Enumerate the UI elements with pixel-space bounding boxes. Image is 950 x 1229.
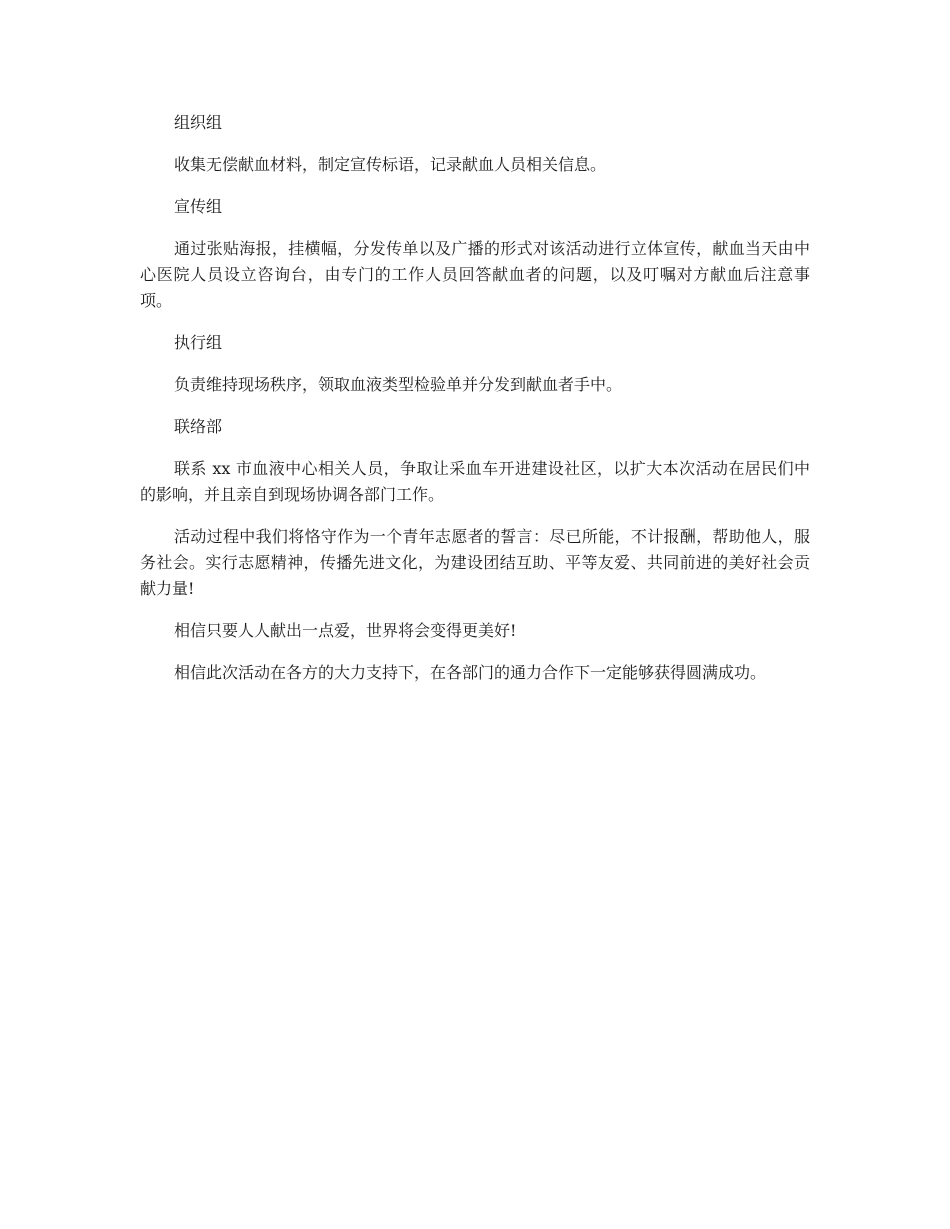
section-heading-execution: 执行组 — [174, 333, 223, 352]
paragraph-belief-love: 相信只要人人献出一点爱，世界将会变得更美好! — [174, 621, 517, 640]
paragraph-belief-success: 相信此次活动在各方的大力支持下，在各部门的通力合作下一定能够获得圆满成功。 — [174, 663, 767, 682]
section-heading-publicity: 宣传组 — [174, 197, 223, 216]
paragraph-execution-duties: 负责维持现场秩序，领取血液类型检验单并分发到献血者手中。 — [174, 375, 623, 394]
paragraph-liaison-duties: 联系 xx 市血液中心相关人员，争取让采血车开进建设社区，以扩大本次活动在居民们中的影响，并且亲自到现场协调各部门工作。 — [140, 459, 810, 504]
paragraph-publicity-duties: 通过张贴海报，挂横幅，分发传单以及广播的形式对该活动进行立体宣传，献血当天由中心医院人员设立咨询台，由专门的工作人员回答献血者的问题，以及叮嘱对方献血后注意事项。 — [140, 239, 810, 310]
section-heading-organization: 组织组 — [174, 113, 223, 132]
paragraph-volunteer-oath: 活动过程中我们将恪守作为一个青年志愿者的誓言：尽已所能，不计报酬，帮助他人，服务社会。实行志愿精神，传播先进文化，为建设团结互助、平等友爱、共同前进的美好社会贡献力量! — [140, 527, 810, 598]
paragraph-organization-duties: 收集无偿献血材料，制定宣传标语，记录献血人员相关信息。 — [174, 155, 607, 174]
section-heading-liaison: 联络部 — [174, 417, 223, 436]
document-body — [140, 110, 810, 702]
